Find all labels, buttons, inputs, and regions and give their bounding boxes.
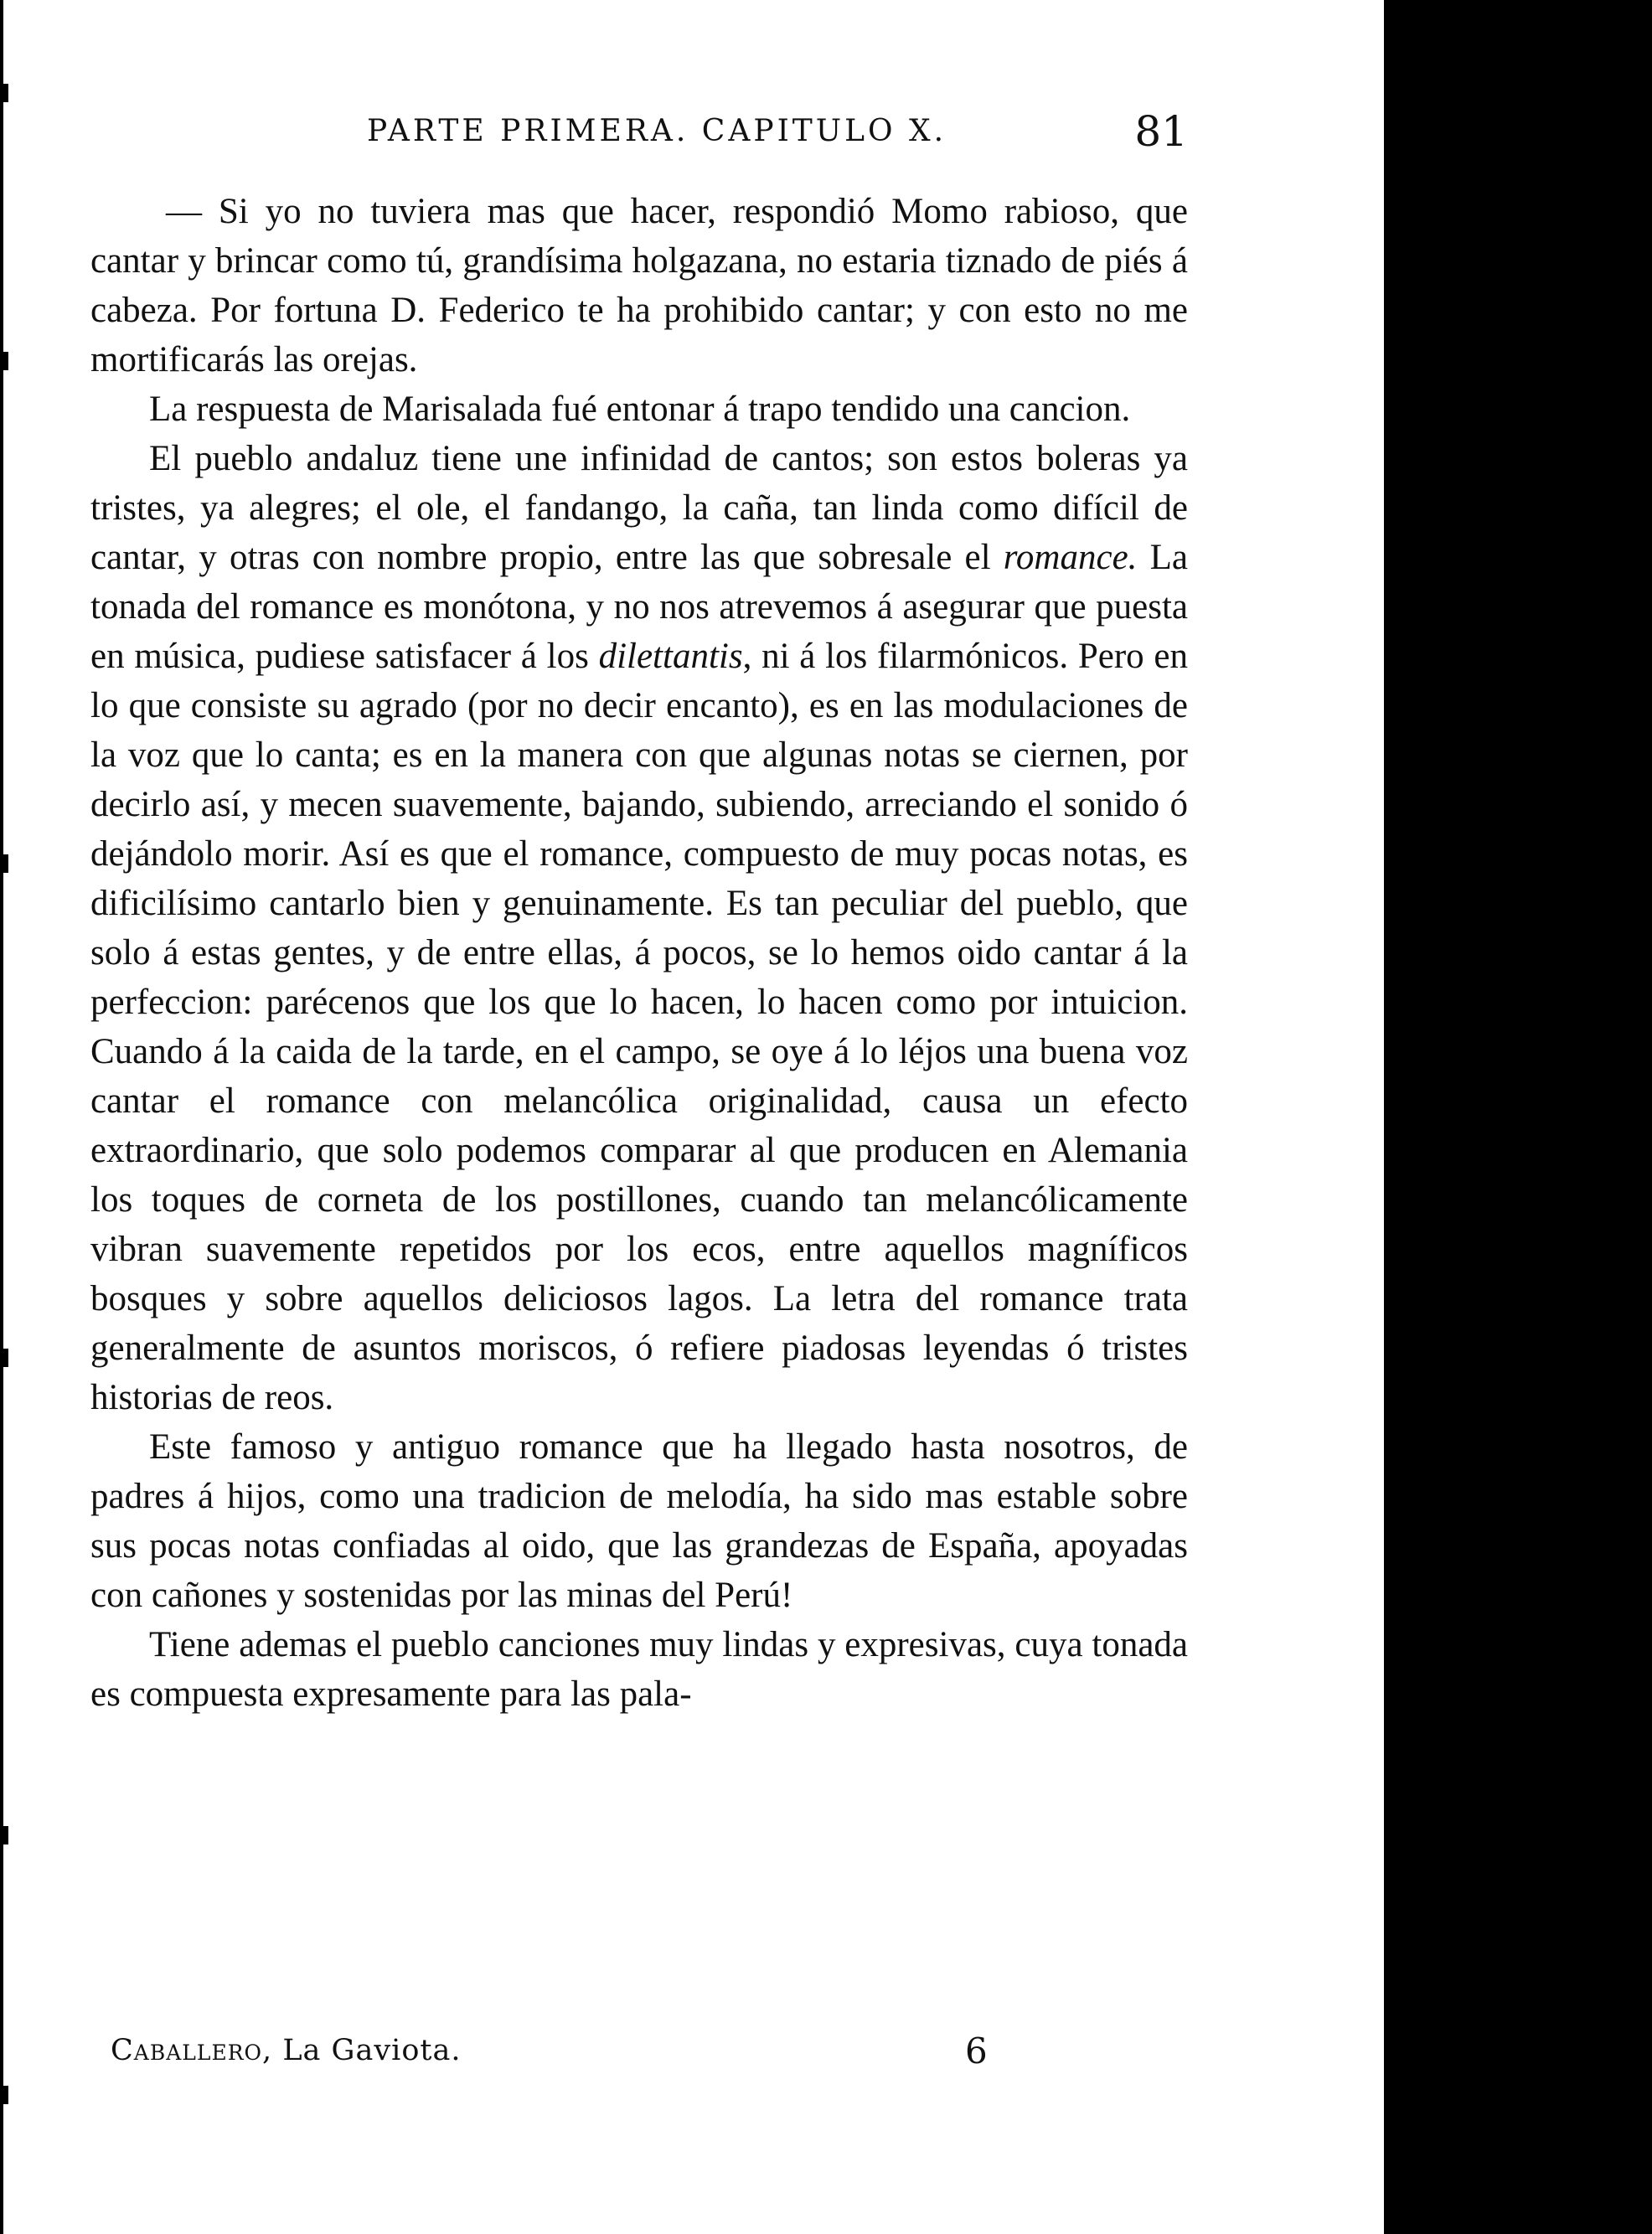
footer-signature-line: [111, 2034, 461, 2067]
left-page-edge: [0, 0, 3, 2234]
paragraph: Este famoso y antiguo romance que ha llegado hasta nosotros, de padres á hijos, como una tradicion de melodía, ha sido mas estable sobre sus pocas notas confiadas al oido, que las grandezas de España, apoyadas con cañones y sostenidas por las minas del Perú!: [90, 1427, 1188, 1615]
page-footer: [111, 2030, 990, 2076]
footer-title: La Gaviota.: [282, 2034, 462, 2067]
paragraph: — Si yo no tuviera mas que hacer, respondió Momo rabioso, que cantar y brincar como tú, grandísima holgazana, no estaria tiznado de piés á cabeza. Por fortuna D. Federico te ha prohibido cantar; y con esto no me mortificarás las orejas.: [90, 192, 1188, 379]
edge-mark: [0, 854, 8, 873]
scan-border: [1384, 0, 1652, 2234]
footer-author: Caballero,: [111, 2034, 273, 2067]
page-header: [90, 107, 1188, 157]
text-run: La tonada del romance es monótona, y no nos atrevemos á asegurar que puesta en música, pudiese satisfacer á los: [90, 538, 1188, 676]
page-number: 81: [1134, 107, 1188, 156]
edge-mark: [0, 352, 8, 370]
sheet-signature-mark: 6: [965, 2030, 988, 2071]
paragraph: La respuesta de Marisalada fué entonar á trapo tendido una cancion.: [149, 390, 1131, 429]
edge-mark: [0, 84, 8, 102]
edge-mark: [0, 1349, 8, 1367]
paragraph: Tiene ademas el pueblo canciones muy lindas y expresivas, cuya tonada es compuesta expresamente para las pala-: [90, 1625, 1188, 1714]
text-run: El pueblo andaluz tiene une infinidad de cantos; son estos boleras ya tristes, ya alegres; el ole, el fandango, la caña, tan linda como difícil de cantar, y otras con nombre propio, entre las que sobresale el: [90, 439, 1188, 577]
text-run: , ni á los filarmónicos. Pero en lo que consiste su agrado (por no decir encanto), es en las modulaciones de la voz que lo canta; es en la manera con que algunas notas se ciernen, por decirlo así, y mecen suavemente, bajando, subiendo, arreciando el sonido ó dejándolo morir. Así es que el romance, compuesto de muy pocas notas, es dificilísimo cantarlo bien y genuinamente. Es tan peculiar del pueblo, que solo á estas gentes, y de entre ellas, á pocos, se lo hemos oido cantar á la perfeccion: parécenos que los que lo hacen, lo hacen como por intuicion. Cuando á la caida de la tarde, en el campo, se oye á lo léjos una buena voz cantar el romance con melancólica originalidad, causa un efecto extraordinario, que solo podemos comparar al que producen en Alemania los toques de corneta de los postillones, cuando tan melancólicamente vibran suavemente repetidos por los ecos, entre aquellos magníficos bosques y sobre aquellos deliciosos lagos. La letra del romance trata generalmente de asuntos moriscos, ó refiere piadosas leyendas ó tristes historias de reos.: [90, 637, 1189, 1417]
edge-mark: [0, 1826, 8, 1844]
italic-term: romance.: [1003, 538, 1138, 577]
body-text: [90, 187, 1188, 1719]
edge-mark: [0, 2086, 8, 2104]
running-head: PARTE PRIMERA. CAPITULO X.: [367, 114, 947, 148]
paragraph: [90, 434, 1188, 1422]
italic-term: dilettantis: [598, 637, 743, 676]
